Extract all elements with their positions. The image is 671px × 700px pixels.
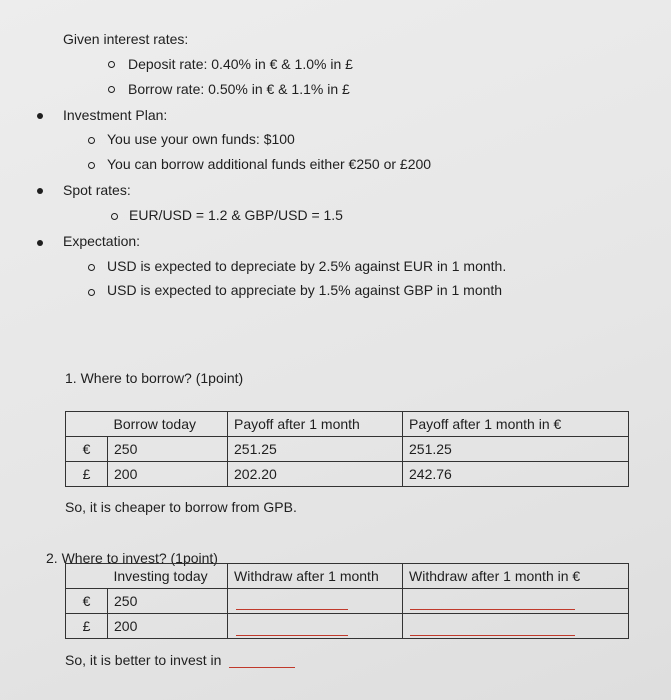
col-header: Borrow today	[108, 412, 228, 437]
borrow-rate-text: Borrow rate: 0.50% in € & 1.1% in £	[128, 81, 350, 97]
spot-rates-text: EUR/USD = 1.2 & GBP/USD = 1.5	[129, 207, 343, 223]
conclusion-answer-blank[interactable]	[229, 653, 295, 668]
payoff-eur-cell: 251.25	[403, 437, 629, 462]
amount-cell: 200	[108, 462, 228, 487]
circle-bullet-icon	[108, 61, 115, 68]
q2-question: 2. Where to invest? (1point)	[46, 550, 218, 566]
own-funds-text: You use your own funds: $100	[107, 131, 295, 147]
col-header: Investing today	[108, 564, 228, 589]
payoff-cell: 251.25	[228, 437, 403, 462]
borrow-table	[65, 411, 629, 487]
circle-bullet-icon	[88, 289, 95, 296]
invest-table	[65, 563, 629, 639]
currency-cell: €	[66, 589, 108, 614]
payoff-eur-cell: 242.76	[403, 462, 629, 487]
table-row	[66, 412, 629, 437]
table-row	[66, 564, 629, 589]
bullet-icon	[37, 188, 43, 194]
answer-blank-line	[236, 609, 348, 610]
q1-conclusion: So, it is cheaper to borrow from GPB.	[65, 499, 297, 515]
circle-bullet-icon	[108, 86, 115, 93]
col-header: Withdraw after 1 month	[228, 564, 403, 589]
spot-rates-heading: Spot rates:	[63, 182, 131, 198]
circle-bullet-icon	[88, 162, 95, 169]
col-header: Withdraw after 1 month in €	[403, 564, 629, 589]
payoff-cell: 202.20	[228, 462, 403, 487]
bullet-icon	[37, 113, 43, 119]
q2-conclusion-text: So, it is better to invest in	[65, 652, 222, 668]
amount-cell: 250	[108, 437, 228, 462]
given-rates-heading: Given interest rates:	[63, 31, 189, 47]
table-row	[66, 437, 629, 462]
col-header: Payoff after 1 month in €	[403, 412, 629, 437]
circle-bullet-icon	[88, 137, 95, 144]
borrow-additional-text: You can borrow additional funds either €250 or £200	[107, 156, 432, 172]
col-header: Payoff after 1 month	[228, 412, 403, 437]
usd-gbp-expectation: USD is expected to appreciate by 1.5% against GBP in 1 month	[107, 282, 503, 298]
circle-bullet-icon	[88, 264, 95, 271]
q1-question: 1. Where to borrow? (1point)	[65, 370, 244, 386]
currency-cell: €	[66, 437, 108, 462]
expectation-heading: Expectation:	[63, 233, 141, 249]
deposit-rate-text: Deposit rate: 0.40% in € & 1.0% in £	[128, 56, 353, 72]
amount-cell: 250	[108, 589, 228, 614]
currency-cell: £	[66, 614, 108, 639]
currency-cell: £	[66, 462, 108, 487]
answer-blank-line	[236, 635, 348, 636]
q2-conclusion	[65, 652, 295, 668]
circle-bullet-icon	[111, 213, 118, 220]
amount-cell: 200	[108, 614, 228, 639]
table-row	[66, 462, 629, 487]
investment-plan-heading: Investment Plan:	[63, 107, 168, 123]
bullet-icon	[37, 240, 43, 246]
usd-eur-expectation: USD is expected to depreciate by 2.5% against EUR in 1 month.	[107, 258, 507, 274]
answer-blank-line	[410, 609, 575, 610]
answer-blank-line	[410, 635, 575, 636]
